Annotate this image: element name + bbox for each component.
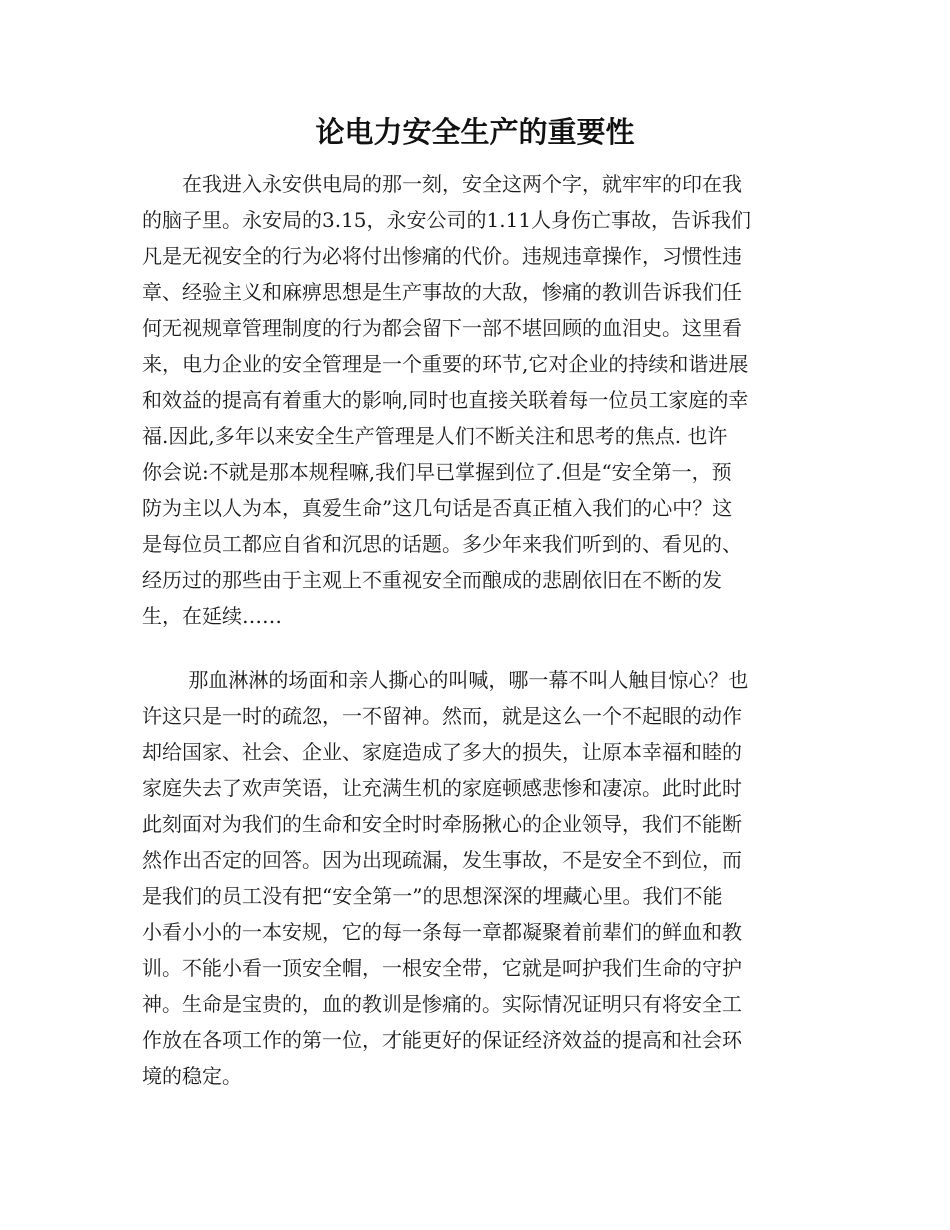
text-line: 那血淋淋的场面和亲人撕心的叫喊，哪一幕不叫人触目惊心？也	[142, 668, 749, 692]
text-line: 训。不能小看一顶安全帽，一根安全带，它就是呵护我们生命的守护	[142, 956, 742, 980]
document-title: 论电力安全生产的重要性	[315, 115, 635, 149]
text-line: 家庭失去了欢声笑语，让充满生机的家庭顿感悲惨和凄凉。此时此时	[142, 776, 742, 800]
text-line: 来，电力企业的安全管理是一个重要的环节,它对企业的持续和谐进展	[142, 352, 749, 376]
text-line: 防为主以人为本，真爱生命”这几句话是否真正植入我们的心中？这	[142, 496, 733, 520]
text-line: 然作出否定的回答。因为出现疏漏，发生事故，不是安全不到位，而	[142, 848, 742, 872]
text-line: 在我进入永安供电局的那一刻，安全这两个字，就牢牢的印在我	[142, 172, 742, 196]
text-line: 是我们的员工没有把“安全第一”的思想深深的埋藏心里。我们不能	[142, 884, 723, 908]
text-line: 你会说:不就是那本规程嘛,我们早已掌握到位了.但是“安全第一，预	[142, 460, 732, 484]
text-line: 生，在延续……	[142, 604, 282, 628]
text-line: 此刻面对为我们的生命和安全时时牵肠揪心的企业领导，我们不能断	[142, 812, 742, 836]
text-line: 的脑子里。永安局的3.15，永安公司的1.11人身伤亡事故，告诉我们	[142, 208, 752, 232]
text-line: 却给国家、社会、企业、家庭造成了多大的损失，让原本幸福和睦的	[142, 740, 742, 764]
text-line: 作放在各项工作的第一位，才能更好的保证经济效益的提高和社会环	[142, 1028, 742, 1052]
text-line: 何无视规章管理制度的行为都会留下一部不堪回顾的血泪史。这里看	[142, 316, 742, 340]
text-line: 境的稳定。	[142, 1064, 242, 1088]
text-line: 小看小小的一本安规，它的每一条每一章都凝聚着前辈们的鲜血和教	[142, 920, 742, 944]
text-line: 凡是无视安全的行为必将付出惨痛的代价。违规违章操作，习惯性违	[142, 244, 742, 268]
text-line: 章、经验主义和麻痹思想是生产事故的大敌，惨痛的教训告诉我们任	[142, 280, 742, 304]
text-line: 福.因此,多年以来安全生产管理是人们不断关注和思考的焦点. 也许	[142, 424, 728, 448]
text-line: 和效益的提高有着重大的影响,同时也直接关联着每一位员工家庭的幸	[142, 388, 749, 412]
text-line: 经历过的那些由于主观上不重视安全而酿成的悲剧依旧在不断的发	[142, 568, 722, 592]
text-line: 是每位员工都应自省和沉思的话题。多少年来我们听到的、看见的、	[142, 532, 742, 556]
text-line: 神。生命是宝贵的，血的教训是惨痛的。实际情况证明只有将安全工	[142, 992, 742, 1016]
text-line: 许这只是一时的疏忽，一不留神。然而，就是这么一个不起眼的动作	[142, 704, 742, 728]
